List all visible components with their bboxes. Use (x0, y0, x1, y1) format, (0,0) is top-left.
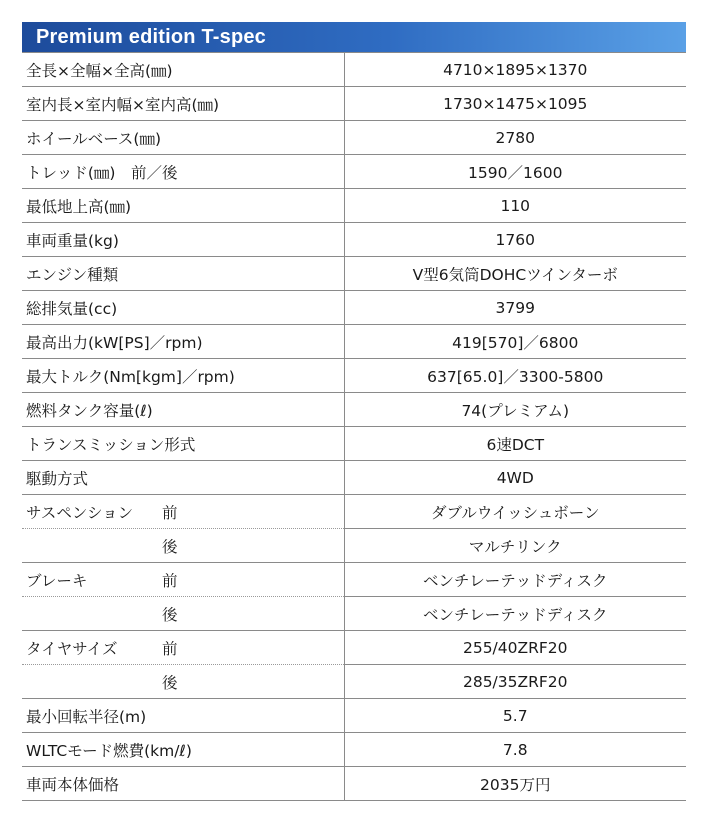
spec-row (22, 257, 686, 291)
spec-label-cell (22, 529, 344, 563)
spec-row (22, 597, 686, 631)
spec-value: 7.8 (344, 733, 686, 767)
spec-row (22, 87, 686, 121)
spec-value: V型6気筒DOHCツインターボ (344, 257, 686, 291)
spec-row (22, 631, 686, 665)
spec-row (22, 427, 686, 461)
spec-title: Premium edition T-spec (22, 22, 686, 52)
spec-label: サスペンション (26, 503, 134, 522)
spec-value: マルチリンク (344, 529, 686, 563)
spec-table (22, 52, 686, 801)
spec-value: 110 (344, 189, 686, 223)
spec-row (22, 393, 686, 427)
spec-value: 74(プレミアム) (344, 393, 686, 427)
spec-row (22, 461, 686, 495)
spec-label-cell (22, 563, 344, 597)
spec-value: 1730×1475×1095 (344, 87, 686, 121)
spec-value: 5.7 (344, 699, 686, 733)
spec-row (22, 291, 686, 325)
spec-value: 285/35ZRF20 (344, 665, 686, 699)
spec-value: 1760 (344, 223, 686, 257)
spec-row (22, 733, 686, 767)
spec-value: 3799 (344, 291, 686, 325)
spec-value: 419[570]／6800 (344, 325, 686, 359)
spec-row (22, 529, 686, 563)
spec-label-cell: 最高出力(kW[PS]／rpm) (22, 325, 344, 359)
spec-label-cell (22, 631, 344, 665)
spec-row (22, 121, 686, 155)
spec-sublabel: 後 (162, 673, 178, 692)
spec-value: 255/40ZRF20 (344, 631, 686, 665)
spec-label-cell (22, 495, 344, 529)
spec-label-cell: トランスミッション形式 (22, 427, 344, 461)
spec-value: 1590／1600 (344, 155, 686, 189)
spec-row (22, 495, 686, 529)
spec-value: 6速DCT (344, 427, 686, 461)
spec-sublabel: 前 (162, 639, 178, 658)
spec-row (22, 359, 686, 393)
spec-label-cell: 最低地上高(㎜) (22, 189, 344, 223)
spec-value: 637[65.0]／3300-5800 (344, 359, 686, 393)
spec-sublabel: 前 (162, 571, 178, 590)
spec-label-cell: 室内長×室内幅×室内高(㎜) (22, 87, 344, 121)
spec-row (22, 223, 686, 257)
spec-sublabel: 後 (162, 605, 178, 624)
spec-label: ブレーキ (26, 571, 88, 590)
spec-label-cell: トレッド(㎜) 前／後 (22, 155, 344, 189)
spec-label-cell: WLTCモード燃費(km/ℓ) (22, 733, 344, 767)
spec-label-cell: エンジン種類 (22, 257, 344, 291)
spec-row (22, 767, 686, 801)
spec-label-cell: ホイールベース(㎜) (22, 121, 344, 155)
spec-label-cell: 全長×全幅×全高(㎜) (22, 53, 344, 87)
spec-sublabel: 後 (162, 537, 178, 556)
spec-label-cell (22, 597, 344, 631)
spec-value: ベンチレーテッドディスク (344, 597, 686, 631)
spec-value: 4WD (344, 461, 686, 495)
spec-label-cell: 駆動方式 (22, 461, 344, 495)
spec-value: ダブルウイッシュボーン (344, 495, 686, 529)
spec-label-cell: 最小回転半径(m) (22, 699, 344, 733)
spec-label-cell: 車両重量(kg) (22, 223, 344, 257)
spec-row (22, 53, 686, 87)
spec-row (22, 325, 686, 359)
spec-sublabel: 前 (162, 503, 178, 522)
spec-label-cell: 総排気量(cc) (22, 291, 344, 325)
spec-card (22, 22, 686, 801)
spec-row (22, 189, 686, 223)
spec-row (22, 155, 686, 189)
spec-value: 2780 (344, 121, 686, 155)
spec-value: 4710×1895×1370 (344, 53, 686, 87)
spec-table-body (22, 53, 686, 801)
spec-label: タイヤサイズ (26, 639, 118, 658)
spec-label-cell: 燃料タンク容量(ℓ) (22, 393, 344, 427)
spec-row (22, 665, 686, 699)
spec-value: 2035万円 (344, 767, 686, 801)
spec-value: ベンチレーテッドディスク (344, 563, 686, 597)
spec-row (22, 563, 686, 597)
spec-row (22, 699, 686, 733)
spec-label-cell: 最大トルク(Nm[kgm]／rpm) (22, 359, 344, 393)
spec-label-cell (22, 665, 344, 699)
spec-label-cell: 車両本体価格 (22, 767, 344, 801)
